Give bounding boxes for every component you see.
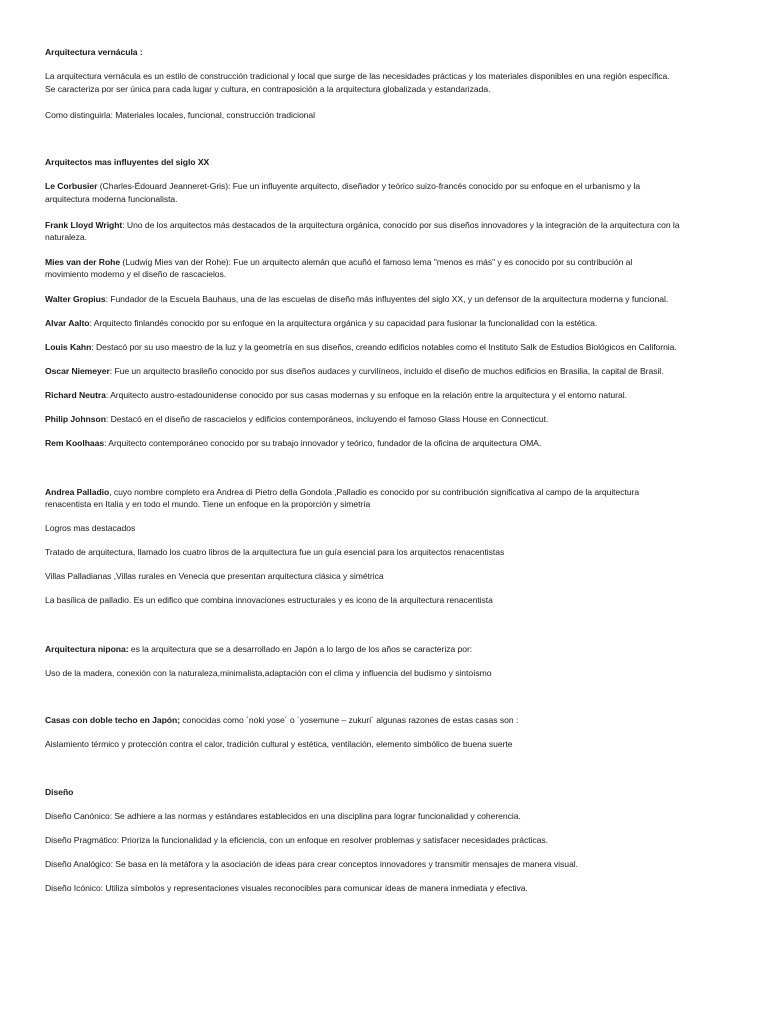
architect-name: Philip Johnson: [45, 414, 106, 424]
vernacula-distinguish: Como distinguirla: Materiales locales, funcional, construcción tradicional: [45, 110, 316, 120]
casas-description: conocidas como ´noki yose´ o ´yosemune – zukuri´ algunas razones de estas casas son :: [180, 715, 519, 725]
architect-name: Louis Kahn: [45, 342, 92, 352]
nipona-entry: [45, 643, 735, 656]
architect-entry: [45, 437, 735, 450]
architect-name: Oscar Niemeyer: [45, 366, 110, 376]
vernacula-paragraph-line: La arquitectura vernácula es un estilo de construcción tradicional y local que surge de las necesidades prácticas y los materiales disponibles en una región específica.: [45, 71, 670, 81]
architect-description: : Arquitecto finlandés conocido por su enfoque en la arquitectura orgánica y su capacidad para fusionar la funcionalidad con la estética.: [89, 318, 598, 328]
diseno-item: Diseño Canónico: Se adhiere a las normas y estándares establecidos en una disciplina para lograr funcionalidad y coherencia.: [45, 811, 521, 821]
architect-entry: [45, 219, 735, 232]
vernacula-paragraph-line: Se caracteriza por ser única para cada lugar y cultura, en contraposición a la arquitectura globalizada y estandarizada.: [45, 84, 491, 94]
nipona-characteristics: Uso de la madera, conexión con la naturaleza,minimalista,adaptación con el clima y influencia del budismo y sintoísmo: [45, 668, 492, 678]
architect-entry: [45, 365, 735, 378]
architect-description: (Charles-Édouard Jeanneret-Gris): Fue un influyente arquitecto, diseñador y teórico suizo-francés conocido por su enfoque en el urbanismo y la: [97, 181, 641, 191]
architect-entry: [45, 293, 735, 306]
diseno-item: Diseño Analógico: Se basa en la metáfora y la asociación de ideas para crear conceptos innovadores y transmitir mensajes de manera visual.: [45, 859, 578, 869]
architects-heading: Arquitectos mas influyentes del siglo XX: [45, 157, 210, 167]
casas-entry: [45, 714, 735, 727]
architect-description: : Fue un arquitecto brasileño conocido por sus diseños audaces y curvilíneos, incluido el diseño de muchos edificios en Brasilia, la capital de Brasil.: [109, 366, 664, 376]
palladio-name: Andrea Palladio: [45, 487, 110, 497]
architect-name: Rem Koolhaas: [45, 438, 105, 448]
architect-description: : Arquitecto austro-estadounidense conocido por sus casas modernas y su enfoque en la relación entre la arquitectura y el entorno natural.: [105, 390, 627, 400]
architect-entry-continuation: arquitectura moderna funcionalista.: [45, 194, 178, 204]
architect-entry: [45, 256, 735, 269]
architect-description: : Destacó por su uso maestro de la luz y la geometría en sus diseños, creando edificios notables como el Instituto Salk de Estudios Biológicos en California.: [91, 342, 677, 352]
architect-entry-continuation: movimiento moderno y el diseño de rascacielos.: [45, 269, 227, 279]
logro-item: Tratado de arquitectura, llamado los cuatro libros de la arquitectura fue un guía esencial para los arquitectos renacentistas: [45, 547, 505, 557]
nipona-description: es la arquitectura que se a desarrollado en Japón a lo largo de los años se caracteriza por:: [128, 644, 473, 654]
palladio-entry: [45, 486, 735, 499]
palladio-entry-continuation: renacentista en Italia y en todo el mundo. Tiene un enfoque en la proporción y simetría: [45, 499, 371, 509]
architect-description: : Uno de los arquitectos más destacados de la arquitectura orgánica, conocido por sus diseños innovadores y la integración de la arquitectura con la: [122, 220, 680, 230]
palladio-description: , cuyo nombre completo era Andrea di Pietro della Gondola ,Palladio es conocido por su contribución significativa al campo de la arquitectura: [109, 487, 640, 497]
architect-description: : Destacó en el diseño de rascacielos y edificios contemporáneos, incluyendo el famoso Glass House en Connecticut.: [105, 414, 549, 424]
logro-item: Villas Palladianas ,Villas rurales en Venecia que presentan arquitectura clásica y simétrica: [45, 571, 384, 581]
architect-entry: [45, 180, 735, 193]
architect-entry-continuation: naturaleza.: [45, 232, 87, 242]
architect-name: Alvar Aalto: [45, 318, 90, 328]
architect-description: : Fundador de la Escuela Bauhaus, una de las escuelas de diseño más influyentes del siglo XX, y un defensor de la arquitectura moderna y funcional.: [105, 294, 669, 304]
document-page: [45, 0, 735, 1024]
architect-name: Frank Lloyd Wright: [45, 220, 123, 230]
logros-heading: Logros mas destacados: [45, 523, 136, 533]
architect-entry: [45, 341, 735, 354]
architect-name: Walter Gropius: [45, 294, 106, 304]
architect-name: Richard Neutra: [45, 390, 106, 400]
diseno-heading: Diseño: [45, 787, 74, 797]
logro-item: La basílica de palladio. Es un edifico que combina innovaciones estructurales y es icono de la arquitectura renacentista: [45, 595, 493, 605]
architect-entry: [45, 413, 735, 426]
diseno-item: Diseño Pragmático: Prioriza la funcionalidad y la eficiencia, con un enfoque en resolver problemas y satisfacer necesidades prácticas.: [45, 835, 548, 845]
diseno-item: Diseño Icónico: Utiliza símbolos y representaciones visuales reconocibles para comunicar ideas de manera inmediata y efectiva.: [45, 883, 528, 893]
architect-entry: [45, 389, 735, 402]
architect-entry: [45, 317, 735, 330]
architect-description: : Arquitecto contemporáneo conocido por su trabajo innovador y teórico, fundador de la oficina de arquitectura OMA.: [104, 438, 542, 448]
nipona-name: Arquitectura nipona:: [45, 644, 129, 654]
casas-reasons: Aislamiento térmico y protección contra el calor, tradición cultural y estética, ventilación, elemento simbólico de buena suerte: [45, 739, 513, 749]
architect-description: (Ludwig Mies van der Rohe): Fue un arquitecto alemán que acuñó el famoso lema "menos es más" y es conocido por su contribución al: [120, 257, 633, 267]
vernacula-heading: Arquitectura vernácula :: [45, 47, 143, 57]
architect-name: Le Corbusier: [45, 181, 98, 191]
casas-name: Casas con doble techo en Japón;: [45, 715, 181, 725]
architect-name: Mies van der Rohe: [45, 257, 121, 267]
